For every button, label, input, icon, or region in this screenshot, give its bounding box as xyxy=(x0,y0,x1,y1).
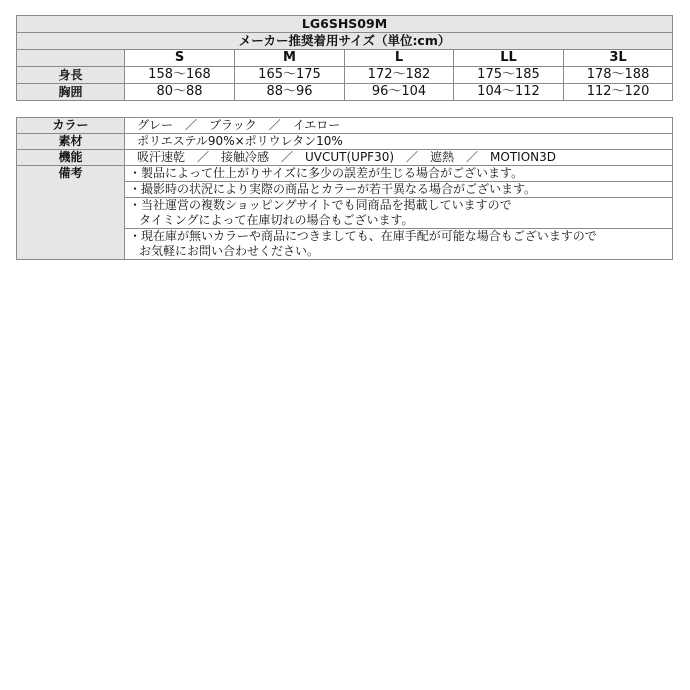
product-info-table xyxy=(16,117,673,260)
size-header-m: M xyxy=(235,50,345,67)
height-value: 158～168 xyxy=(125,67,235,84)
height-value: 172～182 xyxy=(345,67,454,84)
height-value: 178～188 xyxy=(564,67,673,84)
note-item xyxy=(125,166,673,182)
note-text: ・撮影時の状況により実際の商品とカラーが若干異なる場合がございます。 xyxy=(129,182,537,196)
size-header-s: S xyxy=(125,50,235,67)
note-text-continued: タイミングによって在庫切れの場合もございます。 xyxy=(139,213,414,227)
note-text: ・製品によって仕上がりサイズに多少の誤差が生じる場合がございます。 xyxy=(129,166,524,180)
notes-row xyxy=(17,166,673,182)
notes-label: 備考 xyxy=(17,166,125,260)
chest-value: 112～120 xyxy=(564,84,673,101)
color-label: カラー xyxy=(17,118,125,134)
chest-value: 96～104 xyxy=(345,84,454,101)
height-value: 165～175 xyxy=(235,67,345,84)
height-row xyxy=(17,67,673,84)
chest-value: 104～112 xyxy=(454,84,564,101)
note-text: ・当社運営の複数ショッピングサイトでも同商品を掲載していますので xyxy=(129,198,512,212)
note-item xyxy=(125,229,673,260)
note-text: ・現在庫が無いカラーや商品につきましても、在庫手配が可能な場合もございますので xyxy=(129,229,597,243)
color-value: グレー ／ ブラック ／ イエロー xyxy=(125,118,673,134)
color-row xyxy=(17,118,673,134)
function-row xyxy=(17,150,673,166)
function-value: 吸汗速乾 ／ 接触冷感 ／ UVCUT(UPF30) ／ 遮熱 ／ MOTION3D xyxy=(125,150,673,166)
size-chart-table xyxy=(16,15,673,101)
chest-value: 88～96 xyxy=(235,84,345,101)
height-value: 175～185 xyxy=(454,67,564,84)
size-header-row xyxy=(17,50,673,67)
note-item xyxy=(125,198,673,229)
chest-row xyxy=(17,84,673,101)
size-header-l: L xyxy=(345,50,454,67)
material-value: ポリエステル90%×ポリウレタン10% xyxy=(125,134,673,150)
size-table-subtitle: メーカー推奨着用サイズ（単位:cm） xyxy=(17,33,673,50)
note-item xyxy=(125,182,673,198)
material-row xyxy=(17,134,673,150)
material-label: 素材 xyxy=(17,134,125,150)
note-text-continued: お気軽にお問い合わせください。 xyxy=(139,244,320,258)
chest-value: 80～88 xyxy=(125,84,235,101)
height-label: 身長 xyxy=(17,67,125,84)
size-header-3l: 3L xyxy=(564,50,673,67)
header-corner-cell xyxy=(17,50,125,67)
size-header-ll: LL xyxy=(454,50,564,67)
function-label: 機能 xyxy=(17,150,125,166)
model-number: LG6SHS09M xyxy=(17,16,673,33)
chest-label: 胸囲 xyxy=(17,84,125,101)
